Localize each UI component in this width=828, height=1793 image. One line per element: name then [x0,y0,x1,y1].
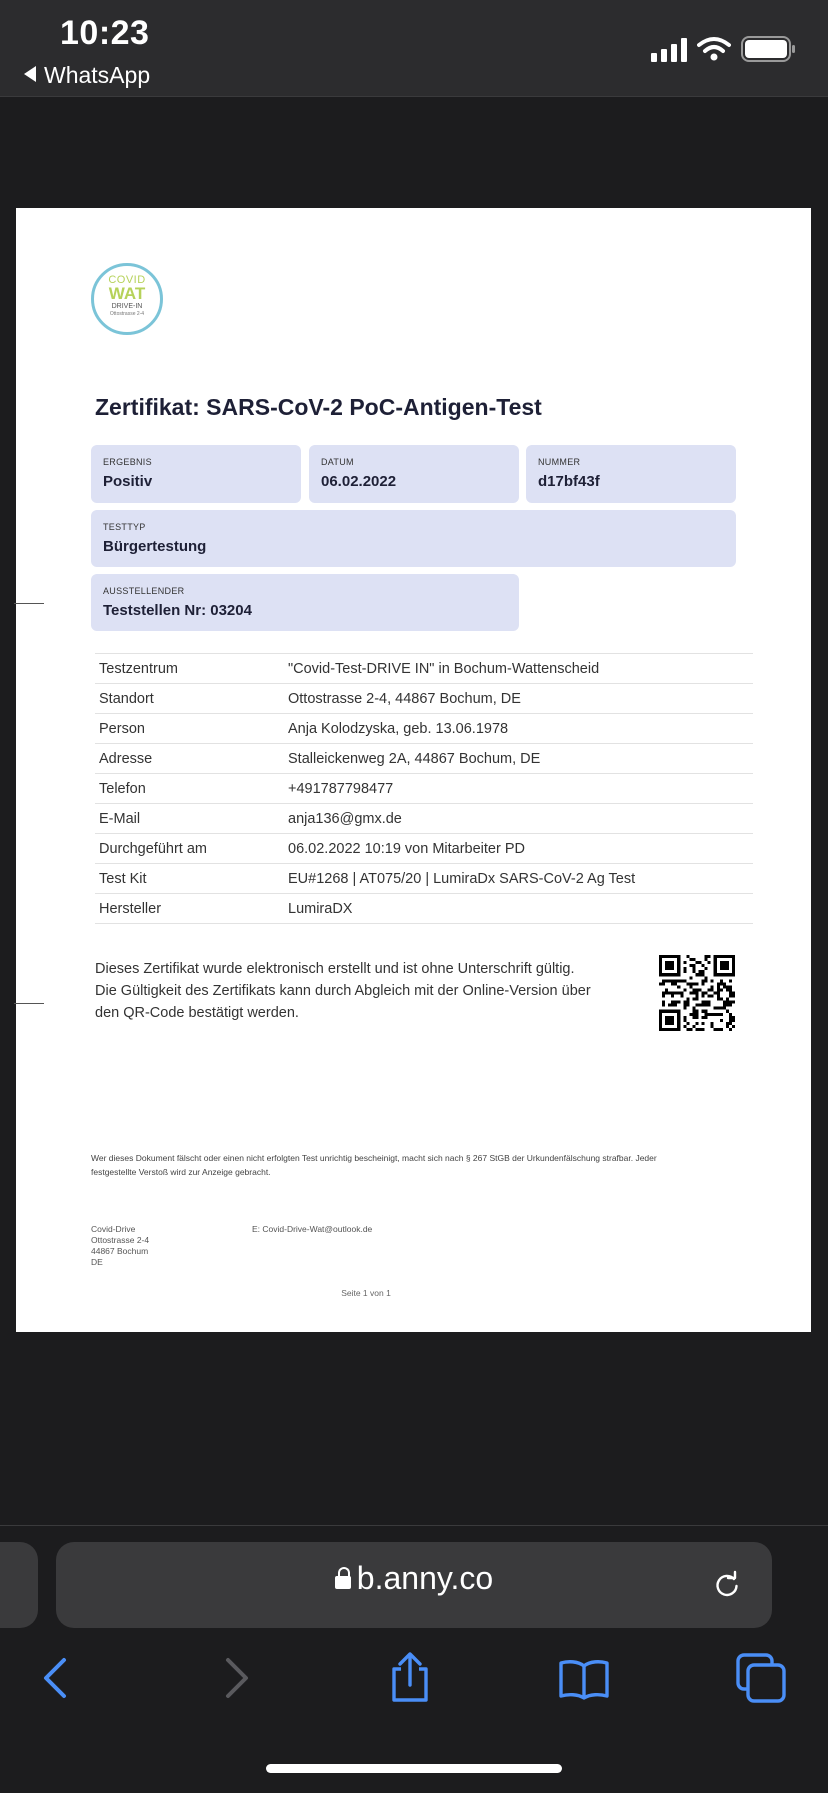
footer-email: E: Covid-Drive-Wat@outlook.de [252,1224,373,1234]
status-bar [0,0,828,97]
lock-icon [335,1576,351,1589]
table-row [95,894,753,924]
share-icon[interactable] [384,1652,436,1704]
footer-address-line: Ottostrasse 2-4 [91,1235,150,1245]
detail-key: Adresse [95,744,284,774]
result-value: Positiv [103,473,153,490]
table-row [95,714,753,744]
home-indicator[interactable] [266,1764,562,1773]
legal-line: festgestellte Verstoß wird zur Anzeige gebracht. [91,1167,271,1177]
result-label: ERGEBNIS [103,457,152,467]
detail-key: E-Mail [95,804,284,834]
issuer-box [91,574,519,631]
number-value: d17bf43f [538,473,600,490]
issuer-label: AUSSTELLENDER [103,586,185,596]
note-line: Die Gültigkeit des Zertifikats kann durch Abgleich mit der Online-Version über [95,983,591,999]
page-edge-mark [14,603,44,604]
forward-icon[interactable] [209,1652,261,1704]
result-box [91,445,301,503]
battery-icon [741,36,797,62]
detail-value: Stalleickenweg 2A, 44867 Bochum, DE [284,744,753,774]
qr-code-icon [659,955,735,1031]
page-number: Seite 1 von 1 [341,1288,391,1298]
back-triangle-icon [24,66,36,82]
detail-value: +491787798477 [284,774,753,804]
detail-key: Person [95,714,284,744]
table-row [95,804,753,834]
detail-key: Standort [95,684,284,714]
table-row [95,654,753,684]
date-box [309,445,519,503]
page-edge-mark [14,1003,44,1004]
detail-key: Durchgeführt am [95,834,284,864]
tabs-icon[interactable] [735,1652,787,1704]
detail-key: Testzentrum [95,654,284,684]
test-type-label: TESTTYP [103,522,146,532]
detail-value: Anja Kolodzyska, geb. 13.06.1978 [284,714,753,744]
detail-key: Test Kit [95,864,284,894]
footer-address-line: Covid-Drive [91,1224,136,1234]
url-display[interactable] [0,1560,828,1597]
detail-value: LumiraDX [284,894,753,924]
detail-value: EU#1268 | AT075/20 | LumiraDx SARS-CoV-2 Ag Test [284,864,753,894]
covid-wat-logo: COVID WAT DRIVE-IN Ottostrasse 2-4 [91,263,163,335]
number-box [526,445,736,503]
cellular-signal-icon [651,38,691,62]
test-type-value: Bürgertestung [103,538,207,555]
back-app-label: WhatsApp [44,62,151,88]
footer-address-line: DE [91,1257,103,1267]
note-line: Dieses Zertifikat wurde elektronisch erstellt und ist ohne Unterschrift gültig. [95,961,575,977]
detail-value: 06.02.2022 10:19 von Mitarbeiter PD [284,834,753,864]
test-type-box [91,510,736,567]
detail-value: Ottostrasse 2-4, 44867 Bochum, DE [284,684,753,714]
table-row [95,834,753,864]
date-value: 06.02.2022 [321,473,397,490]
legal-line: Wer dieses Dokument fälscht oder einen nicht erfolgten Test unrichtig bescheinigt, macht sich nach § 267 StGB der Urkundenfälschung strafbar. Jeder [91,1153,657,1163]
number-label: NUMMER [538,457,581,467]
detail-key: Hersteller [95,894,284,924]
url-text: b.anny.co [356,1560,494,1596]
footer-address [91,1224,149,1268]
footer-address-line: 44867 Bochum [91,1246,149,1256]
table-row [95,684,753,714]
detail-value: anja136@gmx.de [284,804,753,834]
detail-value: "Covid-Test-DRIVE IN" in Bochum-Wattenscheid [284,654,753,684]
note-line: den QR-Code bestätigt werden. [95,1005,299,1021]
table-row [95,744,753,774]
bookmarks-icon[interactable] [558,1652,610,1704]
certificate-page [16,208,811,1332]
details-table [95,653,753,924]
issuer-value: Teststellen Nr: 03204 [103,602,252,619]
back-icon[interactable] [31,1652,83,1704]
table-row [95,774,753,804]
wifi-icon [697,36,731,62]
detail-key: Telefon [95,774,284,804]
certificate-title: Zertifikat: SARS-CoV-2 PoC-Antigen-Test [95,394,542,420]
table-row [95,864,753,894]
validity-note [95,958,625,1024]
back-to-app-link[interactable] [24,62,150,89]
clock: 10:23 [60,14,150,52]
reload-icon[interactable] [712,1570,742,1600]
date-label: DATUM [321,457,354,467]
legal-notice [91,1151,741,1179]
